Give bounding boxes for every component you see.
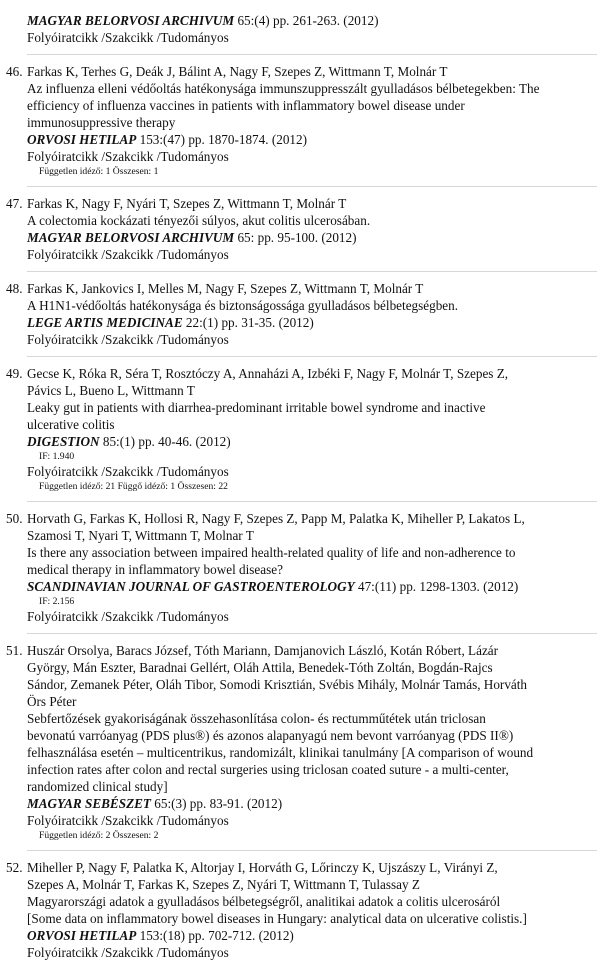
text-line: Is there any association between impaired health-related quality of life and non-adherence to <box>27 545 516 560</box>
journal-details: 65: pp. 95-100. (2012) <box>234 230 357 245</box>
journal-title: LEGE ARTIS MEDICINAE <box>27 315 183 330</box>
entry-body <box>27 280 599 348</box>
entry-divider <box>27 850 597 851</box>
text-line: [Some data on inflammatory bowel diseases in Hungary: analytical data on ulcerative colistis.] <box>27 911 527 926</box>
journal-title: ORVOSI HETILAP <box>27 132 137 147</box>
journal-line <box>27 229 599 246</box>
text-line: Sándor, Zemanek Péter, Oláh Tibor, Somodi Krisztián, Svébis Mihály, Molnár Tamás, Horváth <box>27 677 528 692</box>
authors-line: Huszár Orsolya, Baracs József, Tóth Mariann, Damjanovich László, Kotán Róbert, Lázár <box>27 643 499 658</box>
publication-type: Folyóiratcikk /Szakcikk /Tudományos <box>27 464 229 479</box>
text-line: Pávics L, Bueno L, Wittmann T <box>27 383 195 398</box>
entry-divider <box>27 356 597 357</box>
text-line: A colectomia kockázati tényezői súlyos, akut colitis ulcerosában. <box>27 213 371 228</box>
entry-body <box>27 195 599 263</box>
entry-divider <box>27 271 597 272</box>
entry-number: 48. <box>6 281 23 296</box>
journal-title: MAGYAR BELORVOSI ARCHIVUM <box>27 230 235 245</box>
publication-type: Folyóiratcikk /Szakcikk /Tudományos <box>27 149 229 164</box>
text-line: Szepes A, Molnár T, Farkas K, Szepes Z, Nyári T, Wittmann T, Tulassay Z <box>27 877 420 892</box>
citation-counts: Független idéző: 2 Összesen: 2 <box>39 830 159 841</box>
publication-type: Folyóiratcikk /Szakcikk /Tudományos <box>27 30 229 45</box>
journal-title: DIGESTION <box>27 434 100 449</box>
journal-line <box>27 433 599 450</box>
entry-46 <box>0 63 615 178</box>
journal-title: MAGYAR SEBÉSZET <box>27 796 151 811</box>
authors-line: Gecse K, Róka R, Séra T, Rosztóczy A, Annaházi A, Izbéki F, Nagy F, Molnár T, Szepes Z, <box>27 366 509 381</box>
entry-number: 51. <box>6 643 23 658</box>
text-line: felhasználása esetén – multicentrikus, randomizált, klinikai tanulmány [A comparison of wound <box>27 745 534 760</box>
text-line: bevonatú varróanyag (PDS plus®) és azonos alapanyagú nem bevont varróanyag (PDS II®) <box>27 728 514 743</box>
authors-line: Farkas K, Terhes G, Deák J, Bálint A, Nagy F, Szepes Z, Wittmann T, Molnár T <box>27 64 448 79</box>
entry-divider <box>27 501 597 502</box>
journal-title: ORVOSI HETILAP <box>27 928 137 943</box>
text-line: randomized clinical study] <box>27 779 168 794</box>
text-line: efficiency of influenza vaccines in patients with inflammatory bowel disease under <box>27 98 465 113</box>
journal-title: SCANDINAVIAN JOURNAL OF GASTROENTEROLOGY <box>27 579 355 594</box>
publication-type: Folyóiratcikk /Szakcikk /Tudományos <box>27 945 229 960</box>
text-line: Az influenza elleni védőoltás hatékonysága immunszuppresszált gyulladásos bélbetegekben: The <box>27 81 540 96</box>
entry-number: 47. <box>6 196 23 211</box>
entry-body <box>27 365 599 493</box>
journal-details: 22:(1) pp. 31-35. (2012) <box>182 315 314 330</box>
text-line: A H1N1-védőoltás hatékonysága és biztonságossága gyulladásos bélbetegségben. <box>27 298 459 313</box>
publication-type: Folyóiratcikk /Szakcikk /Tudományos <box>27 247 229 262</box>
text-line: medical therapy in inflammatory bowel disease? <box>27 562 283 577</box>
publication-type: Folyóiratcikk /Szakcikk /Tudományos <box>27 609 229 624</box>
entry-body <box>27 12 599 46</box>
entry-body <box>27 859 599 961</box>
entry-49 <box>0 365 615 493</box>
publication-type: Folyóiratcikk /Szakcikk /Tudományos <box>27 813 229 828</box>
entry-50 <box>0 510 615 625</box>
entries <box>0 54 615 961</box>
text-line: immunosuppressive therapy <box>27 115 176 130</box>
publication-type: Folyóiratcikk /Szakcikk /Tudományos <box>27 332 229 347</box>
text-line: Sebfertőzések gyakoriságának összehasonlítása colon- és rectumműtétek után triclosan <box>27 711 486 726</box>
journal-title: MAGYAR BELORVOSI ARCHIVUM <box>27 13 235 28</box>
entry-52 <box>0 859 615 961</box>
entry-number: 46. <box>6 64 23 79</box>
journal-line <box>27 578 599 595</box>
text-line: infection rates after colon and rectal surgeries using triclosan coated suture - a multi-center, <box>27 762 509 777</box>
entry-47 <box>0 195 615 263</box>
authors-line: Farkas K, Jankovics I, Melles M, Nagy F, Szepes Z, Wittmann T, Molnár T <box>27 281 424 296</box>
journal-line <box>27 314 599 331</box>
entry-number: 50. <box>6 511 23 526</box>
journal-line <box>27 795 599 812</box>
journal-details: 153:(18) pp. 702-712. (2012) <box>136 928 294 943</box>
entry-number: 52. <box>6 860 23 875</box>
entry-51 <box>0 642 615 842</box>
entry-divider <box>27 633 597 634</box>
journal-details: 85:(1) pp. 40-46. (2012) <box>99 434 231 449</box>
text-line: Leaky gut in patients with diarrhea-predominant irritable bowel syndrome and inactive <box>27 400 486 415</box>
entry-divider <box>27 186 597 187</box>
text-line: Örs Péter <box>27 694 77 709</box>
text-line: György, Mán Eszter, Baradnai Gellért, Oláh Attila, Benedek-Tóth Zoltán, Bogdán-Rajcs <box>27 660 493 675</box>
text-line: ulcerative colitis <box>27 417 115 432</box>
journal-details: 153:(47) pp. 1870-1874. (2012) <box>136 132 307 147</box>
journal-details: 65:(3) pp. 83-91. (2012) <box>150 796 283 811</box>
citation-counts: Független idéző: 1 Összesen: 1 <box>39 166 159 177</box>
citation-counts: Független idéző: 21 Függő idéző: 1 Összesen: 22 <box>39 481 228 492</box>
authors-line: Farkas K, Nagy F, Nyári T, Szepes Z, Wittmann T, Molnár T <box>27 196 347 211</box>
entry-number: 49. <box>6 366 23 381</box>
journal-line <box>27 12 599 29</box>
impact-factor: IF: 1.940 <box>39 451 75 462</box>
impact-factor: IF: 2.156 <box>39 596 75 607</box>
entry-body <box>27 510 599 625</box>
text-line: Szamosi T, Nyari T, Wittmann T, Molnar T <box>27 528 254 543</box>
entry-45-tail <box>0 0 615 46</box>
authors-line: Horvath G, Farkas K, Hollosi R, Nagy F, Szepes Z, Papp M, Palatka K, Miheller P, Lakatos L, <box>27 511 525 526</box>
text-line: Magyarországi adatok a gyulladásos bélbetegségről, analitikai adatok a colitis ulcerosáról <box>27 894 501 909</box>
entry-48 <box>0 280 615 348</box>
journal-details: 47:(11) pp. 1298-1303. (2012) <box>354 579 519 594</box>
authors-line: Miheller P, Nagy F, Palatka K, Altorjay I, Horváth G, Lőrinczy K, Ujszászy L, Virányi Z, <box>27 860 498 875</box>
entry-body <box>27 642 599 842</box>
entry-divider <box>27 54 597 55</box>
journal-line <box>27 927 599 944</box>
journal-details: 65:(4) pp. 261-263. (2012) <box>234 13 379 28</box>
journal-line <box>27 131 599 148</box>
entry-body <box>27 63 599 178</box>
